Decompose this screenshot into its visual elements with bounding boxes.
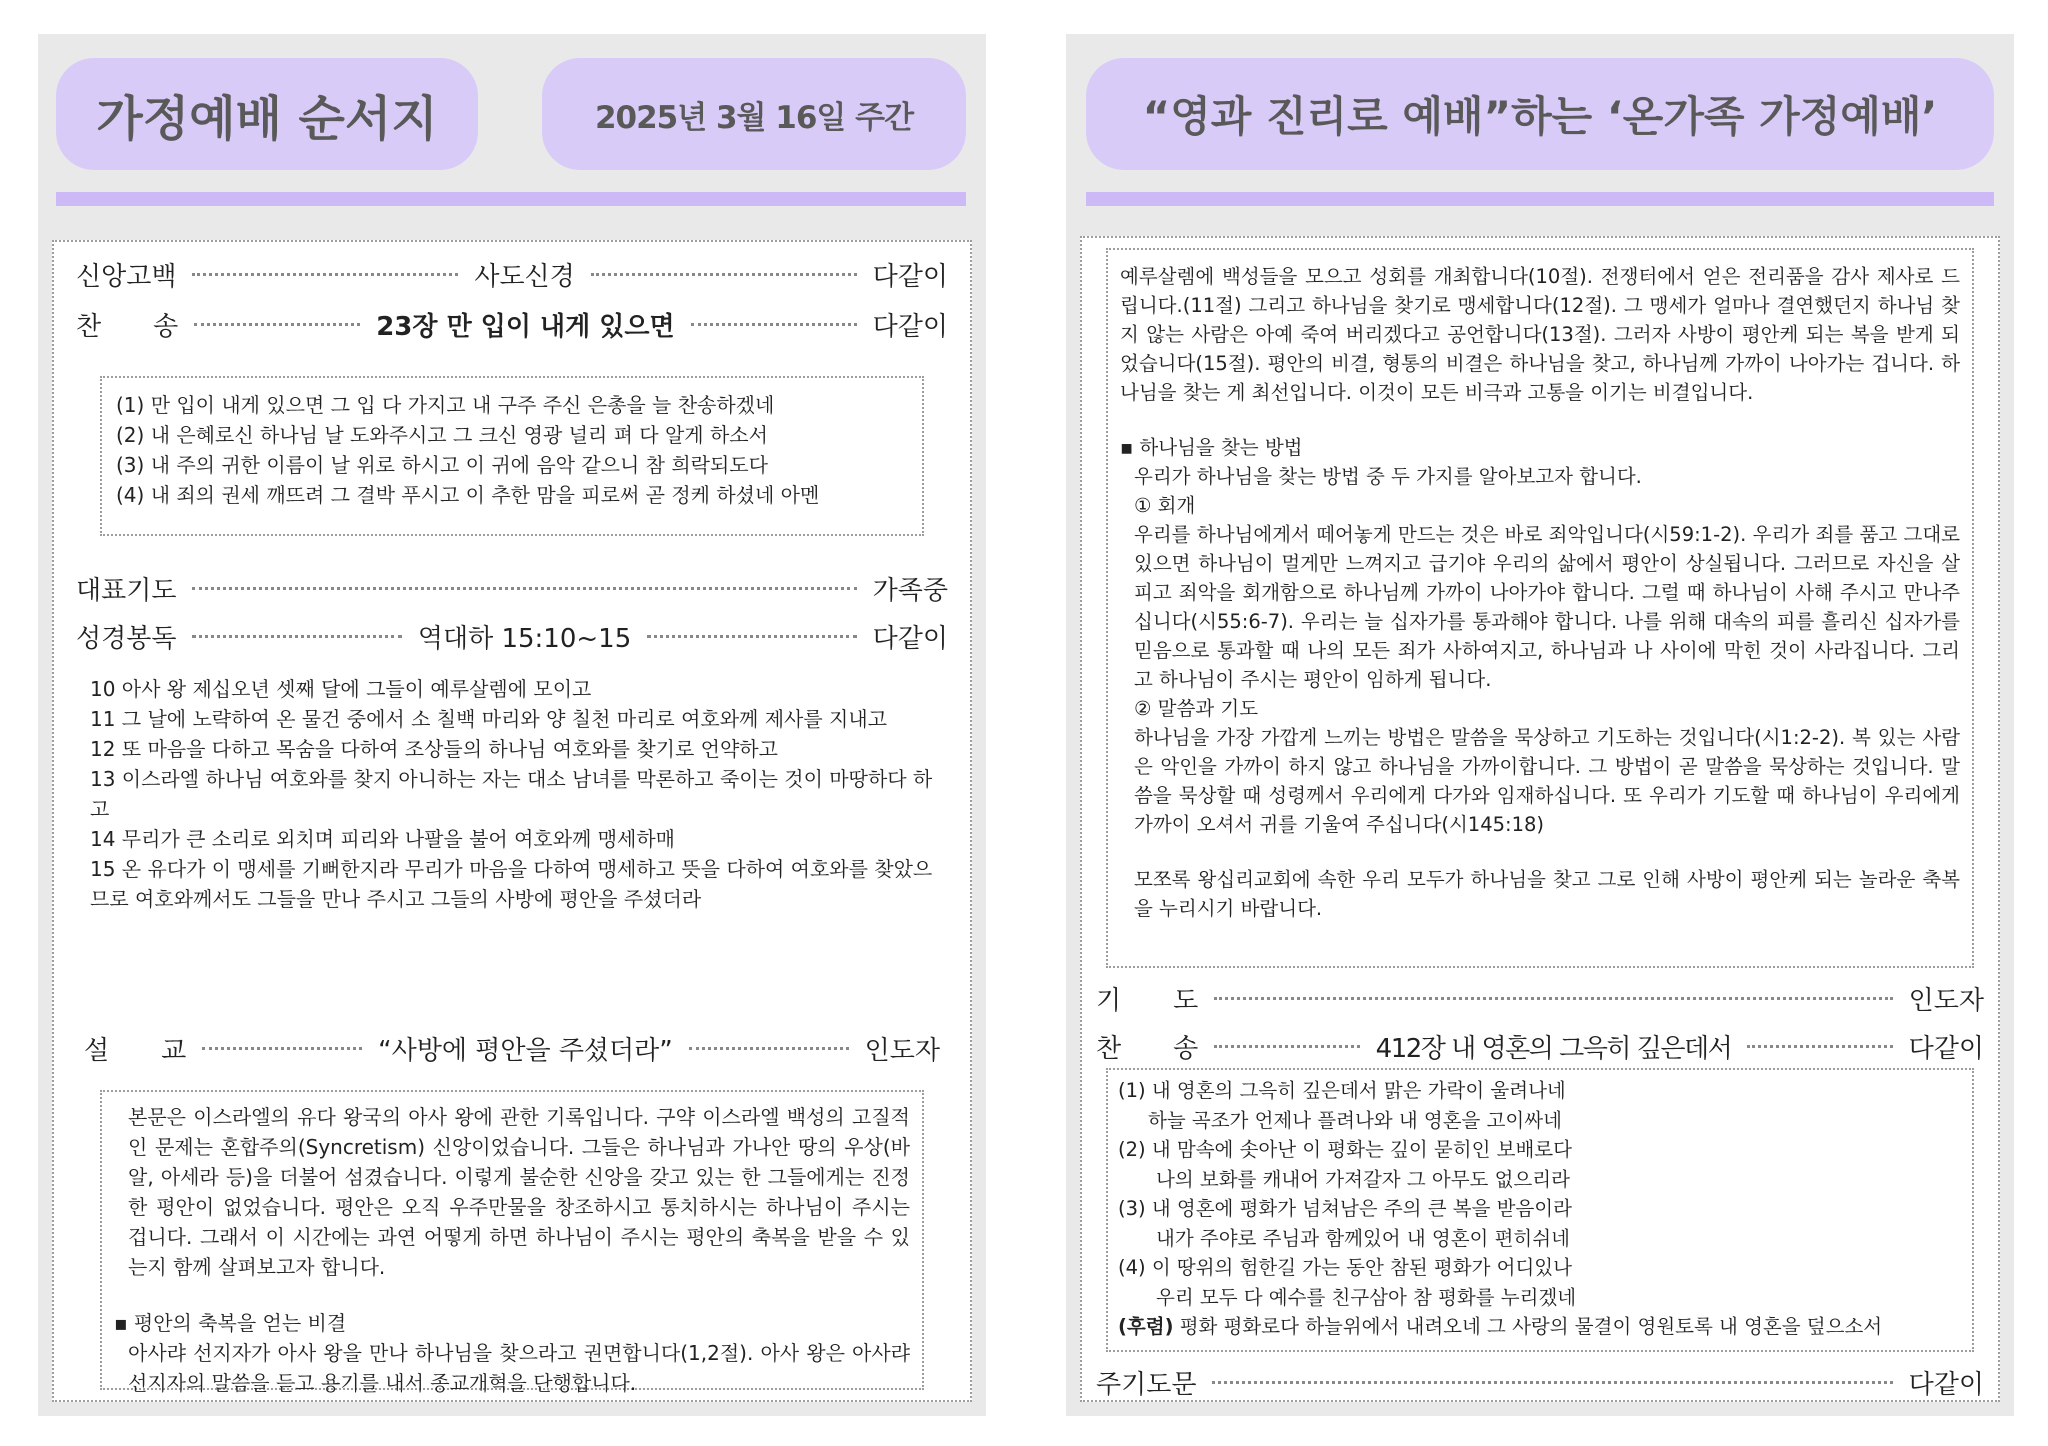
leader-dots [1747, 1045, 1892, 1048]
date-pill [542, 58, 966, 170]
row-label: 찬 송 [1096, 1033, 1199, 1064]
page-title: 가정예배 순서지 [96, 90, 438, 147]
left-page [38, 34, 986, 1416]
row-hymn [54, 304, 970, 344]
row-middle: 사도신경 [474, 261, 575, 292]
right-title-pill [1086, 58, 1994, 170]
verse: 11 그 날에 노략하여 온 물건 중에서 소 칠백 마리와 양 칠천 마리로 여호와께 제사를 지내고 [90, 707, 888, 731]
row-label: 대표기도 [76, 575, 177, 606]
leader-dots [691, 323, 857, 326]
lyric-line: (1) 내 영혼의 그윽히 깊은데서 맑은 가락이 울려나네 [1118, 1079, 1566, 1102]
sermon-para: 예루살렘에 백성들을 모으고 성회를 개최합니다(10절). 전쟁터에서 얻은 전리품을 감사 제사로 드립니다.(11절) 그리고 하나님을 찾기로 맹세합니다(12절). 그 맹세가 얼마나 결연했던지 하나님 찾지 않는 사람은 아예 죽여 버리겠다고 공언합니다(13절). 그러자 사방이 평안케 되는 복을 받게 되었습니다(15절). 평안의 비결, 형통의 비결은 하나님을 찾고, 하나님께 가까이 나아가는 겁니다. 하나님을 찾는 게 최선입니다. 이것이 모든 비극과 고통을 이기는 비결입니다. [1120, 265, 1960, 404]
point-title: ① 회개 [1134, 494, 1196, 517]
row-who: 다같이 [872, 311, 948, 342]
leader-dots [647, 635, 856, 638]
row-who: 인도자 [864, 1035, 941, 1066]
row-label: 성경봉독 [76, 623, 177, 654]
sermon-closing: 모쪼록 왕십리교회에 속한 우리 모두가 하나님을 찾고 그로 인해 사방이 평안케 되는 놀라운 축복을 누리시기 바랍니다. [1134, 868, 1960, 920]
lyric-line: (4) 이 땅위의 험한길 가는 동안 참된 평화가 어디있나 [1118, 1256, 1572, 1279]
page-title: “영과 진리로 예배”하는 ‘온가족 가정예배’ [1142, 92, 1938, 141]
row-who: 다같이 [872, 623, 948, 654]
lyric-line: 내가 주야로 주님과 함께있어 내 영혼이 편히쉬네 [1156, 1226, 1570, 1250]
hymn-lyrics-box [1106, 1068, 1974, 1352]
row-hymn [1082, 1026, 1998, 1066]
lyric-line: (2) 내 은혜로신 하나님 날 도와주시고 그 크신 영광 널리 펴 다 알게 하소서 [116, 423, 768, 447]
leader-dots [1212, 1381, 1892, 1384]
worship-date: 2025년 3월 16일 주간 [594, 99, 914, 136]
leader-dots [194, 323, 360, 326]
row-label: 설 교 [84, 1035, 187, 1066]
right-divider-bar [1086, 192, 1994, 206]
lyric-line: (2) 내 맘속에 솟아난 이 평화는 깊이 묻히인 보배로다 [1118, 1138, 1572, 1161]
row-prayer [54, 568, 970, 608]
hymn-lyrics-box [100, 376, 924, 536]
verse: 10 아사 왕 제십오년 셋째 달에 그들이 예루살렘에 모이고 [90, 677, 592, 701]
leader-dots [1214, 997, 1892, 1000]
leader-dots [192, 635, 401, 638]
leader-dots [689, 1047, 849, 1050]
verse: 13 이스라엘 하나님 여호와를 찾지 아니하는 자는 대소 남녀를 막론하고 죽이는 것이 마땅하다 하고 [90, 767, 933, 821]
row-who: 인도자 [1908, 985, 1984, 1016]
row-sermon [54, 1028, 970, 1068]
row-who: 다같이 [1908, 1033, 1985, 1064]
row-creed [54, 254, 970, 294]
lyric-line: 우리 모두 다 예수를 친구삼아 참 평화를 누리겠네 [1156, 1285, 1577, 1309]
row-who: 다같이 [1908, 1369, 1984, 1400]
sermon-heading: ▪ 평안의 축복을 얻는 비결 [114, 1311, 347, 1335]
row-label: 기 도 [1096, 985, 1199, 1016]
sermon-intro: 본문은 이스라엘의 유다 왕국의 아사 왕에 관한 기록입니다. 구약 이스라엘 백성의 고질적인 문제는 혼합주의(Syncretism) 신앙이었습니다. 그들은 하나님과 가나안 땅의 우상(바알, 아세라 등)을 더불어 섬겼습니다. 이렇게 불순한 신앙을 갖고 있는 한 그들에게는 진정한 평안이 없었습니다. 평안은 오직 우주만물을 창조하시고 통치하시는 하나님이 주시는 겁니다. 그래서 이 시간에는 과연 어떻게 하면 하나님이 주시는 평안의 축복을 받을 수 있는지 함께 살펴보고자 합니다. [128, 1105, 910, 1279]
row-label: 신앙고백 [76, 261, 177, 292]
lyric-line: (4) 내 죄의 권세 깨뜨려 그 결박 푸시고 이 추한 맘을 피로써 곧 정케 하셨네 아멘 [116, 483, 820, 507]
lyric-line: (3) 내 영혼에 평화가 넘쳐남은 주의 큰 복을 받음이라 [1118, 1197, 1572, 1220]
point-body: 우리를 하나님에게서 떼어놓게 만드는 것은 바로 죄악입니다(시59:1-2). 우리가 죄를 품고 그대로 있으면 하나님이 멀게만 느껴지고 급기야 우리의 삶에서 평안이 상실됩니다. 그러므로 자신을 살피고 죄악을 회개함으로 하나님께 가까이 나아가야 합니다. 그럴 때 하나님이 사해 주시고 만나주십니다(시55:6-7). 우리는 늘 십자가를 통과해야 합니다. 나를 위해 대속의 피를 흘리신 십자가를 믿음으로 통과할 때 나의 모든 죄가 사하여지고, 하나님과 나 사이에 막힌 것이 사라집니다. 그리고 하나님이 주시는 평안이 임하게 됩니다. [1134, 523, 1960, 691]
leader-dots [192, 587, 856, 590]
row-lords-prayer [1082, 1362, 1998, 1402]
left-divider-bar [56, 192, 966, 206]
sermon-continued-box [1106, 248, 1974, 968]
row-middle: 23장 만 입이 내게 있으면 [376, 311, 675, 342]
row-middle: 역대하 15:10~15 [417, 623, 632, 654]
row-middle: “사방에 평안을 주셨더라” [378, 1035, 673, 1066]
row-label: 주기도문 [1096, 1369, 1197, 1400]
refrain-text: 평화 평화로다 하늘위에서 내려오네 그 사랑의 물결이 영원토록 내 영혼을 덮으소서 [1173, 1315, 1883, 1338]
row-who: 다같이 [872, 261, 949, 292]
lyric-line: 나의 보화를 캐내어 가져갈자 그 아무도 없으리라 [1156, 1167, 1570, 1191]
refrain-line [1118, 1312, 1962, 1342]
scripture-text [90, 674, 934, 914]
sermon-body: 아사랴 선지자가 아사 왕을 만나 하나님을 찾으라고 권면합니다(1,2절). 아사 왕은 아사랴 선지자의 말씀을 듣고 용기를 내서 종교개혁을 단행합니다. [128, 1341, 910, 1395]
left-content [52, 240, 972, 1402]
right-content [1080, 236, 2000, 1402]
verse: 14 무리가 큰 소리로 외치며 피리와 나팔을 불어 여호와께 맹세하매 [90, 827, 675, 851]
lyric-line: 하늘 곡조가 언제나 플려나와 내 영혼을 고이싸네 [1148, 1108, 1562, 1132]
sermon-sub: 우리가 하나님을 찾는 방법 중 두 가지를 알아보고자 합니다. [1134, 465, 1642, 488]
row-reading [54, 616, 970, 656]
leader-dots [591, 273, 857, 276]
row-middle: 412장 내 영혼의 그윽히 깊은데서 [1375, 1033, 1732, 1064]
point-title: ② 말씀과 기도 [1134, 697, 1259, 720]
row-who: 가족중 [872, 575, 948, 606]
left-title-pill [56, 58, 478, 170]
sermon-box [100, 1090, 924, 1395]
row-prayer [1082, 978, 1998, 1018]
leader-dots [1214, 1045, 1359, 1048]
lyric-line: (3) 내 주의 귀한 이름이 날 위로 하시고 이 귀에 음악 같으니 참 희락되도다 [116, 453, 768, 477]
leader-dots [192, 273, 458, 276]
lyric-line: (1) 만 입이 내게 있으면 그 입 다 가지고 내 구주 주신 은총을 늘 찬송하겠네 [116, 393, 775, 417]
point-body: 하나님을 가장 가깝게 느끼는 방법은 말씀을 묵상하고 기도하는 것입니다(시1:2-2). 복 있는 사람은 악인을 가까이 하지 않고 하나님을 가까이합니다. 그 방법이 곧 말씀을 묵상하는 것입니다. 말씀을 묵상할 때 성령께서 우리에게 다가와 임재하십니다. 또 우리가 기도할 때 하나님이 우리에게 가까이 오셔서 귀를 기울여 주십니다(시145:18) [1134, 726, 1960, 836]
verse: 12 또 마음을 다하고 목숨을 다하여 조상들의 하나님 여호와를 찾기로 언약하고 [90, 737, 778, 761]
sermon-heading: ▪ 하나님을 찾는 방법 [1120, 436, 1303, 459]
leader-dots [202, 1047, 362, 1050]
row-label: 찬 송 [76, 311, 179, 342]
verse: 15 온 유다가 이 맹세를 기뻐한지라 무리가 마음을 다하여 맹세하고 뜻을 다하여 여호와를 찾았으므로 여호와께서도 그들을 만나 주시고 그들의 사방에 평안을 주셨더라 [90, 857, 933, 911]
right-page [1066, 34, 2014, 1416]
refrain-label: (후렴) [1118, 1315, 1174, 1338]
